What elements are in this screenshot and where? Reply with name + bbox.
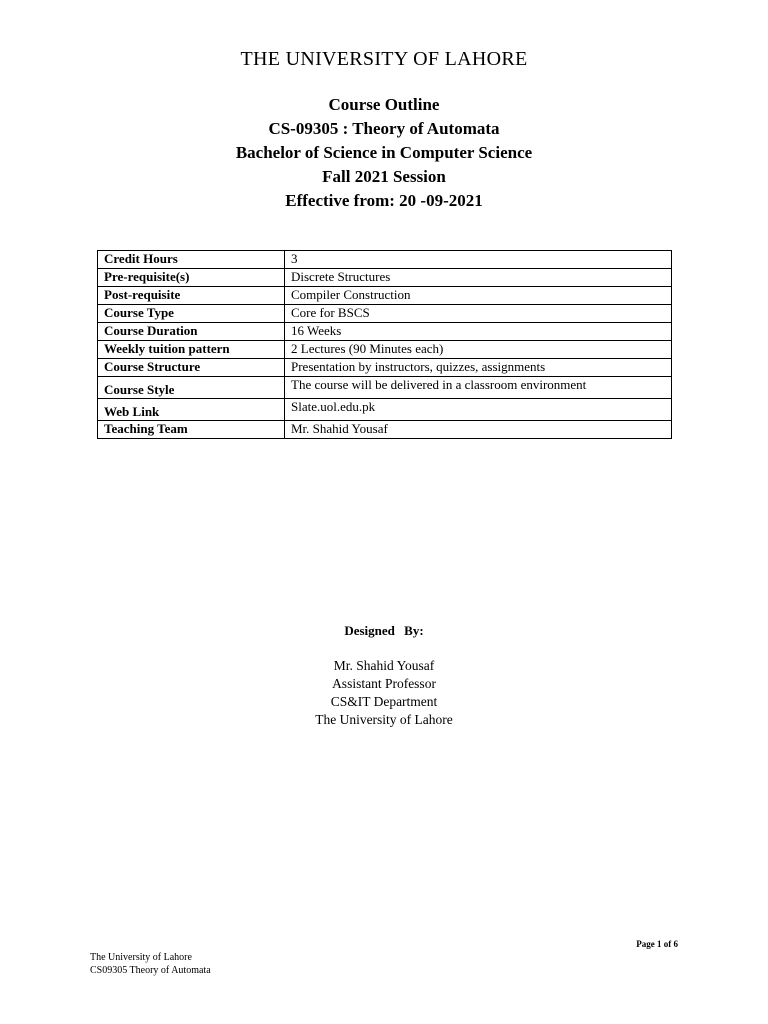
row-value: 3 bbox=[285, 251, 672, 269]
table-row bbox=[98, 251, 672, 269]
row-value: Discrete Structures bbox=[285, 269, 672, 287]
designer-university: The University of Lahore bbox=[315, 712, 453, 727]
row-value: 16 Weeks bbox=[285, 323, 672, 341]
table-row bbox=[98, 421, 672, 439]
row-value: Slate.uol.edu.pk bbox=[285, 399, 672, 421]
heading-course-outline: Course Outline bbox=[328, 95, 440, 114]
row-value: 2 Lectures (90 Minutes each) bbox=[285, 341, 672, 359]
row-value: Core for BSCS bbox=[285, 305, 672, 323]
row-label: Pre-requisite(s) bbox=[98, 269, 285, 287]
table-row bbox=[98, 359, 672, 377]
table-row bbox=[98, 305, 672, 323]
footer-course: CS09305 Theory of Automata bbox=[90, 965, 211, 976]
heading-program: Bachelor of Science in Computer Science bbox=[235, 143, 533, 162]
row-label: Web Link bbox=[98, 399, 285, 421]
row-value: Presentation by instructors, quizzes, assignments bbox=[285, 359, 672, 377]
row-value: Mr. Shahid Yousaf bbox=[285, 421, 672, 439]
designer-department: CS&IT Department bbox=[330, 694, 438, 709]
row-label: Course Type bbox=[98, 305, 285, 323]
row-value: Compiler Construction bbox=[285, 287, 672, 305]
table-row bbox=[98, 341, 672, 359]
footer-university: The University of Lahore bbox=[90, 952, 192, 963]
table-row bbox=[98, 399, 672, 421]
row-label: Teaching Team bbox=[98, 421, 285, 439]
designed-by-label: Designed By: bbox=[344, 623, 424, 638]
row-label: Post-requisite bbox=[98, 287, 285, 305]
footer bbox=[90, 951, 211, 977]
row-label: Credit Hours bbox=[98, 251, 285, 269]
table-row bbox=[98, 323, 672, 341]
table-row bbox=[98, 269, 672, 287]
course-info-table bbox=[97, 250, 672, 439]
page-number: Page 1 of 6 bbox=[636, 939, 678, 949]
heading-session: Fall 2021 Session bbox=[322, 167, 446, 186]
designer-info bbox=[0, 657, 768, 729]
table-row bbox=[98, 287, 672, 305]
designer-title: Assistant Professor bbox=[332, 676, 436, 691]
heading-effective-date: Effective from: 20 -09-2021 bbox=[285, 191, 483, 210]
row-label: Course Style bbox=[98, 377, 285, 399]
course-heading bbox=[0, 93, 768, 213]
designer-name: Mr. Shahid Yousaf bbox=[333, 658, 435, 673]
row-label: Weekly tuition pattern bbox=[98, 341, 285, 359]
university-title: THE UNIVERSITY OF LAHORE bbox=[240, 48, 528, 70]
heading-course-code: CS-09305 : Theory of Automata bbox=[268, 119, 500, 138]
table-row bbox=[98, 377, 672, 399]
row-label: Course Structure bbox=[98, 359, 285, 377]
row-label: Course Duration bbox=[98, 323, 285, 341]
row-value: The course will be delivered in a classroom environment bbox=[285, 377, 672, 399]
